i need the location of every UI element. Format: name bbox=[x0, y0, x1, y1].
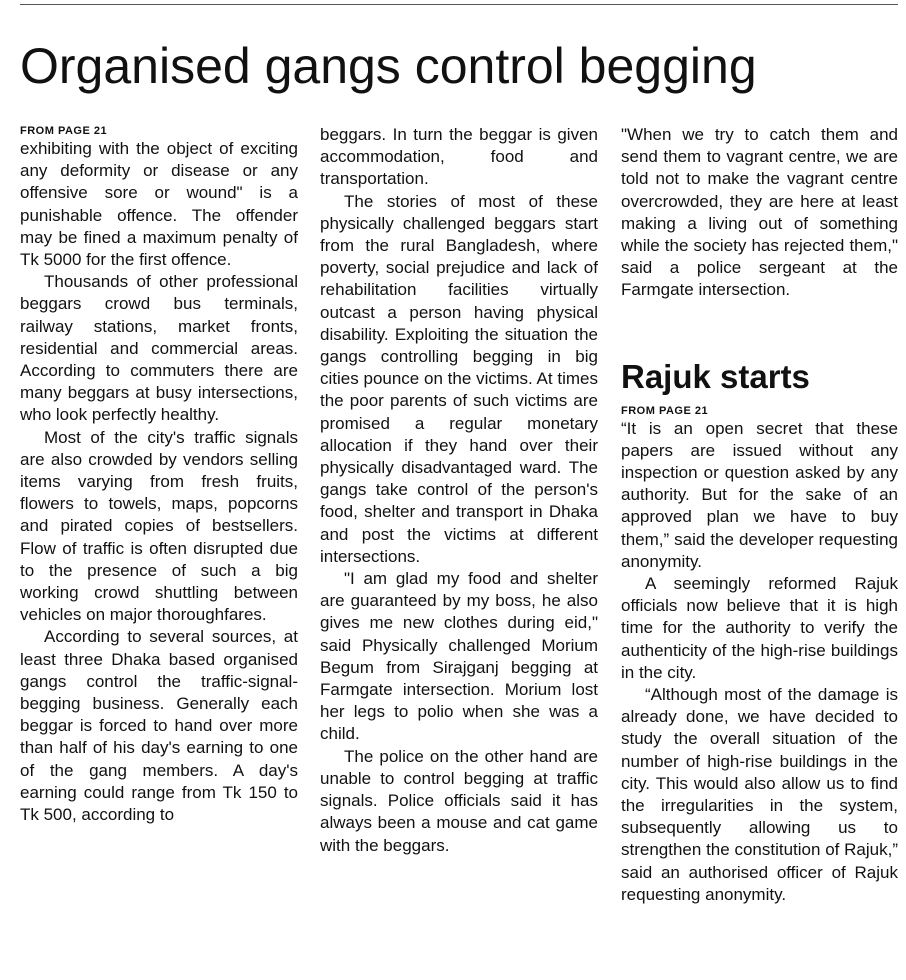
paragraph: The stories of most of these physically challenged beggars start from the rural Bangladesh, where poverty, social prejudice and lack of rehabilitation facilities virtually outcast a person having physical disability. Exploiting the situation the gangs controlling begging in big cities pounce on the victims. At times the poor parents of such victims are promised a regular monetary allocation if they hand over their physically disadvantaged ward. The gangs take control of the person's food, shelter and transport in Dhaka and post the victims at different intersections. bbox=[320, 191, 598, 566]
paragraph: "When we try to catch them and send them to vagrant centre, we are told not to make the vagrant centre overcrowded, they are here at least making a living out of something while the society has rejected them," said a police sergeant at the Farmgate intersection. bbox=[621, 125, 898, 300]
headline: Organised gangs control begging bbox=[20, 38, 757, 94]
column-1 bbox=[20, 124, 298, 826]
paragraph: exhibiting with the object of exciting any deformity or disease or any offensive sore or wound" is a punishable offence. The offender may be fined a maximum penalty of Tk 5000 for the first offence. bbox=[20, 139, 298, 270]
paragraph: “Although most of the damage is already done, we have decided to study the overall situation of the number of high-rise buildings in the city. This would also allow us to find the irregularities in the system, subsequently allowing us to strengthen the constitution of Rajuk,” said an authorised officer of Rajuk requesting anonymity. bbox=[621, 685, 898, 904]
paragraph: Thousands of other professional beggars crowd bus terminals, railway stations, market fronts, residential and commercial areas. According to commuters there are many beggars at busy intersections, who look perfectly healthy. bbox=[20, 272, 298, 425]
column-2 bbox=[320, 124, 598, 857]
paragraph: beggars. In turn the beggar is given accommodation, food and transportation. bbox=[320, 125, 598, 189]
jumpline: FROM PAGE 21 bbox=[20, 125, 108, 137]
paragraph: According to several sources, at least three Dhaka based organised gangs control the traffic-signal-begging business. Generally each beggar is forced to hand over more than half of his day's earning to one of the gang members. A day's earning could range from Tk 150 to Tk 500, according to bbox=[20, 627, 298, 825]
paragraph: "I am glad my food and shelter are guaranteed by my boss, he also gives me new clothes during eid," said Physically challenged Morium Begum from Sirajganj begging at Farmgate intersection. Morium lost her legs to polio when she was a child. bbox=[320, 569, 598, 744]
paragraph: A seemingly reformed Rajuk officials now believe that it is high time for the authority to verify the authenticity of the high-rise buildings in the city. bbox=[621, 574, 898, 682]
paragraph: Most of the city's traffic signals are also crowded by vendors selling items varying from fresh fruits, flowers to towels, maps, popcorns and pirated copies of bestsellers. Flow of traffic is often disrupted due to the presence of such a big working crowd shuttling between vehicles on major thoroughfares. bbox=[20, 427, 298, 625]
top-rule bbox=[20, 4, 898, 5]
jumpline: FROM PAGE 21 bbox=[621, 404, 709, 417]
subheadline: Rajuk starts bbox=[621, 357, 810, 395]
column-3 bbox=[621, 124, 898, 906]
paragraph: “It is an open secret that these papers are issued without any inspection or question asked by any authority. But for the sake of an approved plan we have to buy them,” said the developer requesting anonymity. bbox=[621, 418, 898, 571]
paragraph: The police on the other hand are unable to control begging at traffic signals. Police officials said it has always been a mouse and cat game with the beggars. bbox=[320, 746, 598, 855]
